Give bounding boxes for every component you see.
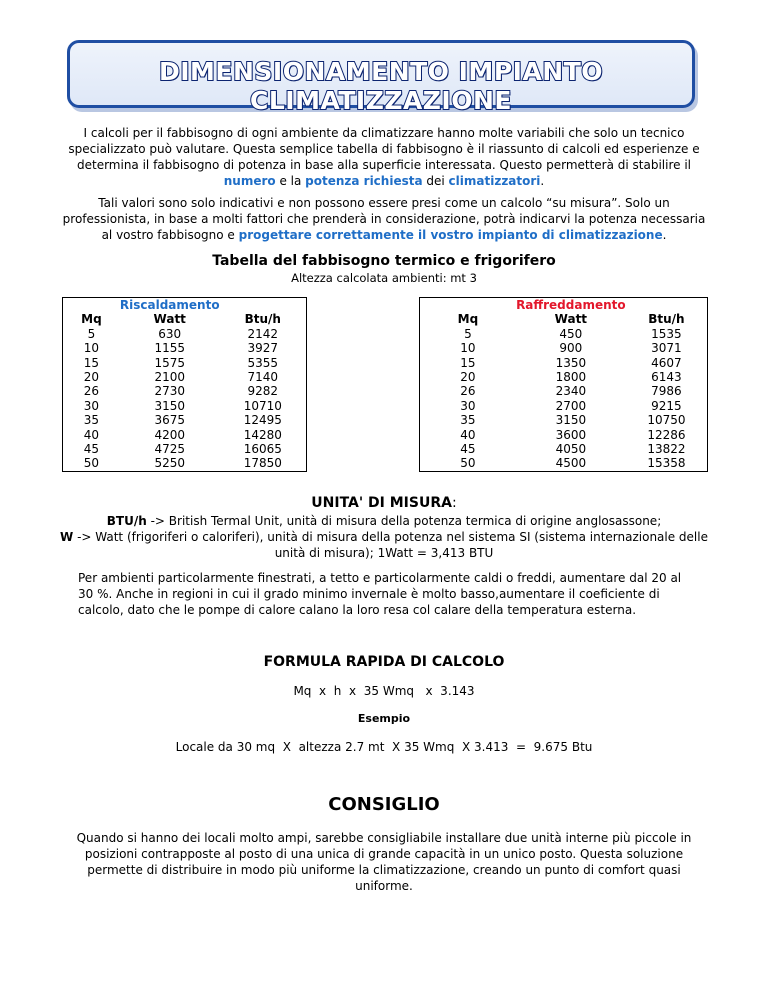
heating-table-cell: 15	[83, 355, 100, 370]
cooling-header-btu: Btu/h	[648, 312, 685, 327]
cooling-table-cell: 1350	[555, 355, 587, 370]
cooling-table-row	[420, 428, 708, 442]
heating-table-cell: 30	[83, 398, 100, 413]
cooling-table-row	[420, 356, 708, 370]
heating-table-cell: 17850	[243, 456, 282, 471]
potenza-highlight: potenza richiesta	[305, 174, 423, 188]
banner-title: DIMENSIONAMENTO IMPIANTO CLIMATIZZAZIONE	[158, 57, 604, 115]
cooling-table-row	[420, 384, 708, 398]
cooling-group-label: Raffreddamento	[516, 298, 626, 312]
note-paragraph: Per ambienti particolarmente finestrati, a tetto e particolarmente caldi o freddi, aumentare dal 20 al 30 %. Anche in regioni in cui il grado minimo invernale è molto basso,aumentare il coeficiente di calcolo, dato che le pompe di calore calano la loro resa col calare della temperatura esterna.	[78, 571, 682, 617]
project-link[interactable]: progettare correttamente il vostro impianto di climatizzazione	[238, 228, 663, 242]
heating-table-row	[63, 428, 307, 442]
heating-header-btu: Btu/h	[244, 312, 281, 327]
cooling-table-cell: 35	[460, 413, 476, 428]
heating-table-cell: 45	[83, 442, 100, 457]
cooling-table-row	[420, 399, 708, 413]
cooling-table-cell: 7986	[651, 384, 682, 399]
heating-header-watt: Watt	[153, 312, 186, 327]
cooling-table-cell: 6143	[651, 370, 682, 385]
cooling-table-cell: 30	[460, 398, 476, 413]
heating-table-cell: 2100	[154, 370, 185, 385]
cooling-table-row	[420, 442, 708, 456]
cooling-table-cell: 50	[460, 456, 476, 471]
table-subtitle: Altezza calcolata ambienti: mt 3	[291, 271, 477, 285]
cooling-table-cell: 26	[460, 384, 476, 399]
cooling-table	[419, 297, 708, 472]
cooling-table-row	[420, 456, 708, 471]
intro-text: I calcoli per il fabbisogno di ogni ambiente da climatizzare hanno molte variabili che solo un tecnico specializzato può valutare. Questa semplice tabella di fabbisogno è il riassunto di calcoli ed esperienze e determina il fabbisogno di potenza in base alla superficie interessata. Questo permetterà di stabilire il	[68, 126, 700, 172]
climatizzatori-highlight: climatizzatori	[448, 174, 541, 188]
cooling-table-cell: 15	[460, 355, 476, 370]
units-title-text: UNITA' DI MISURA	[311, 495, 452, 511]
heating-table-cell: 40	[83, 427, 100, 442]
heating-table-row	[63, 341, 307, 355]
advice-paragraph: Quando si hanno dei locali molto ampi, sarebbe consigliabile installare due unità interne più piccole in posizioni contrapposte al posto di una unica di grande capacità in un unico posto. Questa soluzione permette di distribuire in modo più uniforme la climatizzazione, creando un punto di comfort quasi uniforme.	[76, 831, 692, 893]
heating-table-row	[63, 413, 307, 427]
advice-title: CONSIGLIO	[328, 794, 440, 815]
intro-connector-2: dei	[422, 174, 449, 188]
heating-table-cell: 3675	[154, 413, 185, 428]
heating-table-cell: 5250	[154, 456, 185, 471]
heating-table-cell: 12495	[243, 413, 282, 428]
cooling-table-cell: 2340	[555, 384, 587, 399]
cooling-table-cell: 3150	[555, 413, 587, 428]
cooling-table-cell: 900	[559, 341, 583, 356]
cooling-table-cell: 3071	[651, 341, 682, 356]
cooling-table-row	[420, 370, 708, 384]
watt-term: W	[60, 530, 74, 544]
cooling-table-cell: 10750	[647, 413, 686, 428]
cooling-table-cell: 1535	[651, 326, 682, 341]
cooling-table-cell: 20	[460, 370, 476, 385]
intro2-end: .	[662, 228, 667, 242]
cooling-table-cell: 10	[460, 341, 476, 356]
heating-table-cell: 7140	[247, 370, 279, 385]
cooling-table-cell: 4607	[651, 355, 682, 370]
heating-table-cell: 630	[158, 326, 182, 341]
cooling-header-mq: Mq	[457, 312, 479, 327]
cooling-table-cell: 2700	[555, 398, 587, 413]
heating-table	[62, 297, 307, 472]
intro2-text: Tali valori sono solo indicativi e non possono essere presi come un calcolo “su misura”. Solo un professionista, in base a molti fattori che prenderà in considerazione, potrà indicarvi la potenza necessaria al vostro fabbisogno e	[62, 196, 706, 242]
units-title	[0, 495, 768, 511]
heating-table-row	[63, 327, 307, 341]
btu-term: BTU/h	[106, 514, 147, 528]
cooling-table-row	[420, 341, 708, 355]
watt-definition	[60, 530, 708, 561]
intro-paragraph	[60, 125, 708, 189]
cooling-table-cell: 15358	[647, 456, 686, 471]
units-colon: :	[451, 495, 457, 511]
heating-table-cell: 4200	[154, 427, 185, 442]
heating-table-cell: 35	[83, 413, 100, 428]
cooling-table-cell: 3600	[555, 427, 587, 442]
formula-expression: Mq x h x 35 Wmq x 3.143	[293, 684, 475, 698]
heating-table-cell: 5	[87, 326, 96, 341]
heating-table-cell: 3150	[154, 398, 185, 413]
cooling-table-cell: 40	[460, 427, 476, 442]
cooling-table-row	[420, 327, 708, 341]
cooling-table-cell: 45	[460, 442, 476, 457]
heating-table-cell: 4725	[154, 442, 185, 457]
heating-header-mq: Mq	[81, 312, 102, 327]
btu-definition	[60, 514, 708, 530]
btu-def-text: -> British Termal Unit, unità di misura della potenza termica di origine anglosassone;	[146, 514, 662, 528]
heating-table-cell: 1575	[154, 355, 185, 370]
heating-table-cell: 10	[83, 341, 100, 356]
heating-table-cell: 20	[83, 370, 100, 385]
cooling-table-cell: 5	[464, 326, 472, 341]
cooling-table-cell: 13822	[647, 442, 686, 457]
cooling-table-row	[420, 413, 708, 427]
numero-highlight: numero	[223, 174, 276, 188]
heating-table-cell: 14280	[243, 427, 282, 442]
intro-end: .	[540, 174, 545, 188]
heating-table-row	[63, 399, 307, 413]
heating-table-cell: 26	[83, 384, 100, 399]
heating-table-row	[63, 442, 307, 456]
watt-def-text: -> Watt (frigoriferi o caloriferi), unità di misura della potenza nel sistema SI (sistema internazionale delle unità di misura); 1Watt = 3,413 BTU	[73, 530, 708, 560]
heating-table-cell: 9282	[247, 384, 279, 399]
heating-table-cell: 2730	[154, 384, 185, 399]
cooling-header-watt: Watt	[554, 312, 588, 327]
cooling-table-cell: 4500	[555, 456, 587, 471]
heating-table-cell: 2142	[247, 326, 279, 341]
cooling-table-cell: 12286	[647, 427, 686, 442]
intro2-paragraph	[60, 195, 708, 243]
heating-table-cell: 10710	[243, 398, 282, 413]
heating-table-cell: 3927	[247, 341, 279, 356]
cooling-table-cell: 1800	[555, 370, 587, 385]
cooling-table-cell: 9215	[651, 398, 682, 413]
heating-table-row	[63, 456, 307, 471]
cooling-table-cell: 4050	[555, 442, 587, 457]
example-text: Locale da 30 mq X altezza 2.7 mt X 35 Wmq X 3.413 = 9.675 Btu	[175, 740, 593, 754]
title-banner	[67, 40, 695, 115]
heating-group-label: Riscaldamento	[119, 298, 220, 312]
heating-table-cell: 16065	[243, 442, 282, 457]
heating-table-cell: 50	[83, 456, 100, 471]
example-label: Esempio	[357, 712, 411, 725]
heating-table-row	[63, 356, 307, 370]
table-title: Tabella del fabbisogno termico e frigorifero	[212, 253, 556, 269]
heating-table-cell: 5355	[247, 355, 279, 370]
cooling-table-cell: 450	[559, 326, 583, 341]
formula-title: FORMULA RAPIDA DI CALCOLO	[263, 654, 505, 670]
heating-table-row	[63, 384, 307, 398]
intro-connector: e la	[275, 174, 306, 188]
heating-table-row	[63, 370, 307, 384]
heating-table-cell: 1155	[154, 341, 185, 356]
